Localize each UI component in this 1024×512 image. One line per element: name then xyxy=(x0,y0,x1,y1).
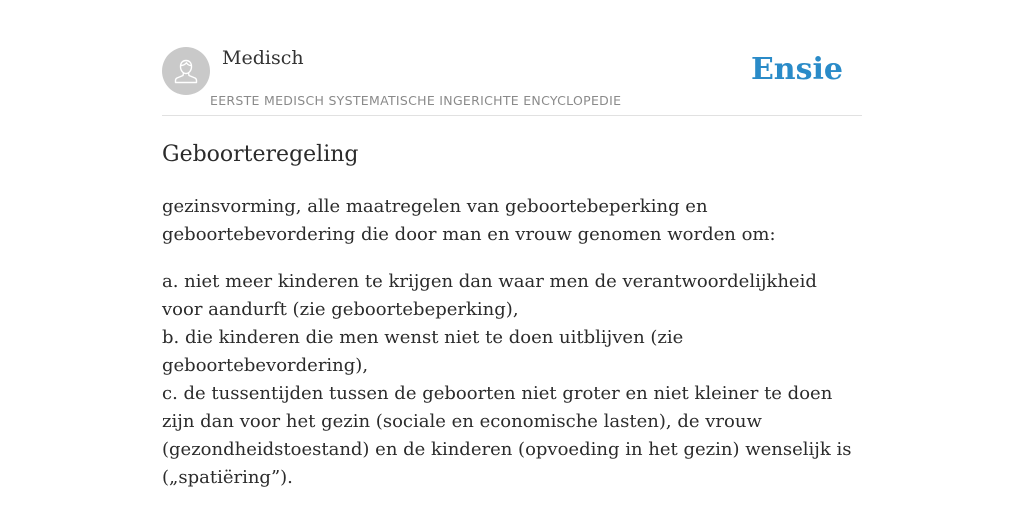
article-title: Geboorteregeling xyxy=(162,142,359,167)
ensie-logo-link[interactable]: Ensie xyxy=(750,52,843,87)
list-item: b. die kinderen die men wenst niet te doen uitblijven (zie geboortebevordering), xyxy=(162,327,684,376)
source-subtitle: EERSTE MEDISCH SYSTEMATISCHE INGERICHTE ENCYCLOPEDIE xyxy=(210,93,622,108)
article-list xyxy=(162,268,862,492)
source-header xyxy=(162,0,862,116)
source-avatar[interactable] xyxy=(162,47,210,95)
page-container xyxy=(162,0,862,492)
list-item: c. de tussentijden tussen de geboorten niet groter en niet kleiner te doen zijn dan voor het gezin (sociale en economische lasten), de vrouw (gezondheidstoestand) en de kinderen (opvoeding in het gezin) wenselijk is („spatiëring”). xyxy=(162,383,852,488)
source-title-link[interactable]: Medisch xyxy=(222,47,304,69)
user-icon xyxy=(171,56,201,86)
list-item: a. niet meer kinderen te krijgen dan waar men de verantwoordelijkheid voor aandurft (zie geboortebeperking), xyxy=(162,271,817,320)
article-intro: gezinsvorming, alle maatregelen van geboortebeperking en geboortebevordering die door man en vrouw genomen worden om: xyxy=(162,196,776,245)
